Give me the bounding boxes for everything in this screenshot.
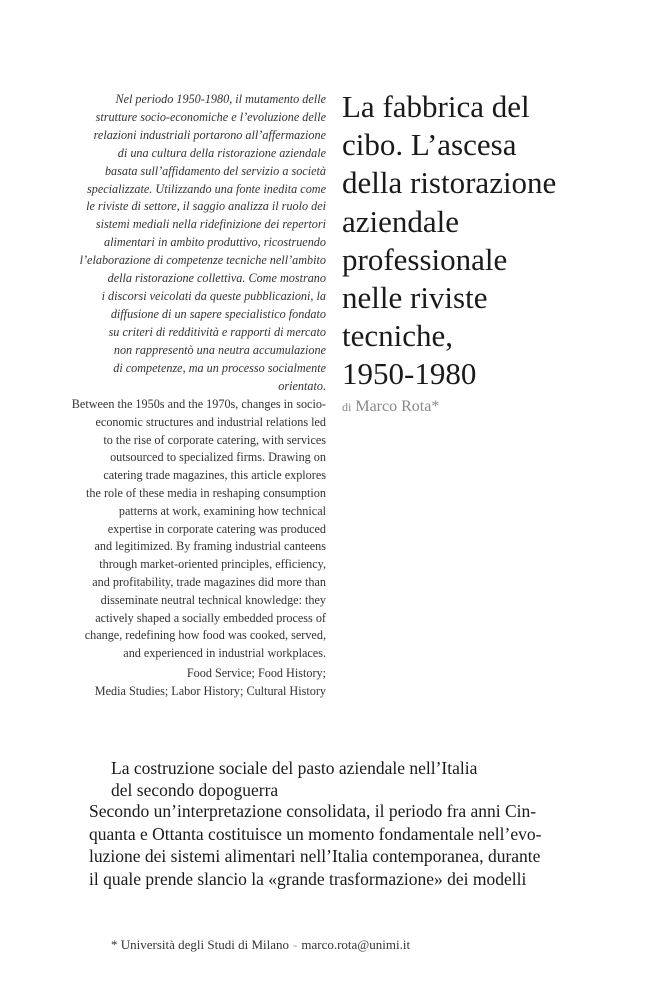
- abstract-it-line: strutture socio-economiche e l’evoluzione delle: [95, 109, 326, 124]
- abstract-en-line: expertise in corporate catering was produced: [107, 521, 326, 536]
- abstract-it-line: di competenze, ma un processo socialmente: [113, 360, 326, 375]
- author-name: Marco Rota*: [355, 398, 440, 415]
- section-heading: [111, 757, 591, 801]
- title-line: La fabbrica del: [342, 89, 530, 124]
- footnote-email[interactable]: marco.rota@unimi.it: [301, 937, 411, 952]
- body-paragraph: [89, 800, 589, 890]
- keywords-line: Food Service; Food History;: [186, 666, 326, 680]
- title-line: aziendale: [342, 203, 460, 239]
- abstract-en-line: catering trade magazines, this article explores: [103, 468, 326, 483]
- abstract-en-line: and experienced in industrial workplaces.: [123, 646, 326, 661]
- abstract-en-line: actively shaped a socially embedded process of: [95, 610, 326, 625]
- abstract-en-line: and profitability, trade magazines did more than: [92, 574, 326, 589]
- abstract-it-line: i discorsi veicolati da queste pubblicazioni, la: [101, 288, 326, 303]
- title-line: 1950-1980: [342, 356, 477, 392]
- body-line: Secondo un’interpretazione consolidata, il periodo fra anni Cin-: [89, 801, 537, 821]
- title-line: della ristorazione: [342, 165, 557, 201]
- abstract-it-line: basata sull’affidamento del servizio a società: [104, 163, 326, 178]
- abstract-it-line: alimentari in ambito produttivo, ricostruendo: [104, 235, 326, 250]
- abstract-en-line: Between the 1950s and the 1970s, changes in socio-: [71, 397, 326, 411]
- abstract-it-line: specializzate. Utilizzando una fonte inedita come: [87, 181, 326, 196]
- abstract-en-line: outsourced to specialized firms. Drawing on: [110, 450, 326, 465]
- abstract-it-line: non rappresentò una neutra accumulazione: [113, 342, 326, 357]
- abstract-italian: [30, 91, 326, 395]
- footnote: [111, 937, 410, 953]
- title-line: cibo. L’ascesa: [342, 127, 517, 163]
- title-line: professionale: [342, 241, 508, 277]
- body-line: quanta e Ottanta costituisce un momento fondamentale nell’evo-: [89, 823, 542, 844]
- section-heading-line: La costruzione sociale del pasto aziendale nell’Italia: [111, 758, 478, 778]
- article-title: [342, 88, 642, 394]
- keywords-line: Media Studies; Labor History; Cultural History: [94, 683, 326, 698]
- abstract-it-line: l’elaborazione di competenze tecniche nell’ambito: [79, 253, 326, 268]
- abstract-it-line: relazioni industriali portarono all’affermazione: [93, 127, 326, 142]
- abstract-en-line: to the rise of corporate catering, with services: [103, 432, 326, 447]
- abstract-it-line: di una cultura della ristorazione aziendale: [117, 145, 326, 160]
- abstract-en-line: the role of these media in reshaping consumption: [86, 485, 326, 500]
- abstract-it-line: le riviste di settore, il saggio analizza il ruolo dei: [86, 199, 326, 214]
- abstract-it-line: diffusione di un sapere specialistico fondato: [110, 306, 326, 321]
- body-line: il quale prende slancio la «grande trasformazione» dei modelli: [89, 868, 527, 889]
- footnote-separator: -: [293, 937, 298, 952]
- abstract-en-line: disseminate neutral technical knowledge: they: [100, 592, 326, 607]
- title-line: nelle riviste: [342, 280, 488, 316]
- abstract-it-line: Nel periodo 1950-1980, il mutamento delle: [115, 92, 326, 106]
- title-line: tecniche,: [342, 318, 454, 354]
- abstract-it-line: sistemi mediali nella ridefinizione dei repertori: [95, 217, 326, 232]
- abstract-it-line: della ristorazione collettiva. Come mostrano: [107, 271, 326, 286]
- abstract-it-line: orientato.: [278, 378, 326, 393]
- body-line: luzione dei sistemi alimentari nell’Italia contemporanea, durante: [89, 846, 541, 866]
- keywords: [30, 665, 326, 701]
- abstract-en-line: and legitimized. By framing industrial canteens: [94, 539, 326, 554]
- abstract-en-line: patterns at work, examining how technical: [118, 503, 326, 518]
- abstract-it-line: su criteri di redditività e rapporti di mercato: [108, 324, 326, 339]
- abstract-english: [30, 396, 326, 663]
- footnote-affiliation: * Università degli Studi di Milano: [111, 937, 290, 952]
- author-byline: [342, 398, 439, 416]
- abstract-en-line: economic structures and industrial relations led: [95, 414, 326, 429]
- author-prefix: di: [342, 400, 352, 414]
- abstract-en-line: change, redefining how food was cooked, served,: [84, 628, 326, 643]
- section-heading-line: del secondo dopoguerra: [111, 780, 279, 800]
- abstract-en-line: through market-oriented principles, efficiency,: [99, 557, 326, 572]
